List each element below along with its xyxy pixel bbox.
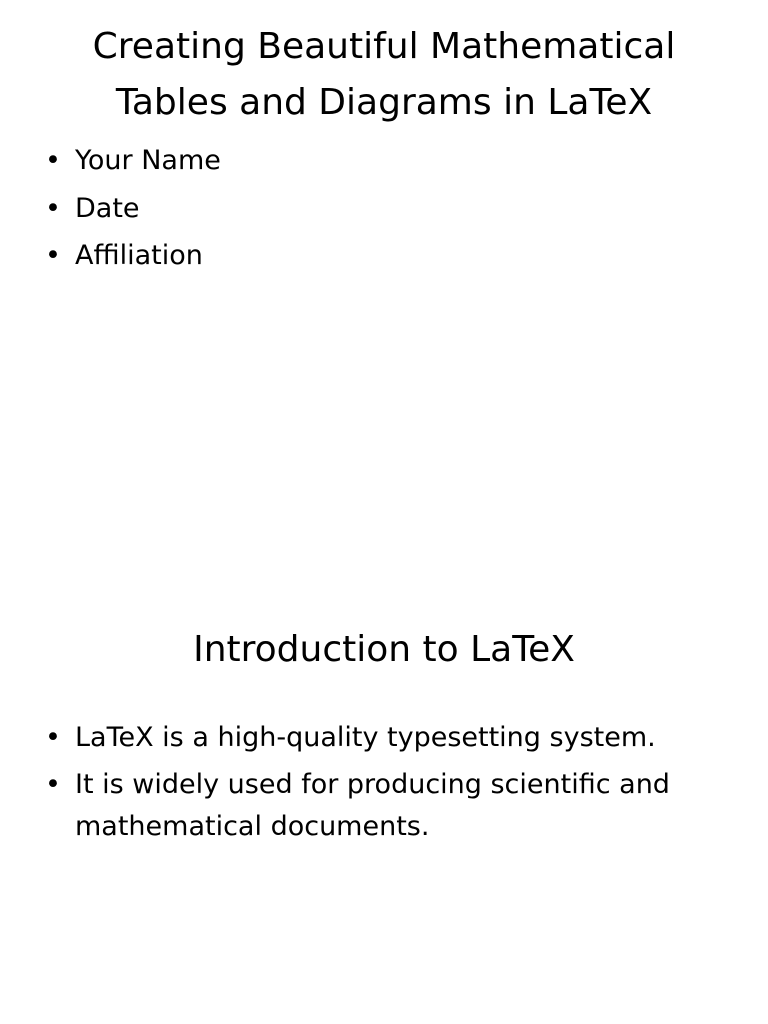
list-item-text: Date	[75, 192, 140, 224]
list-item	[45, 764, 725, 848]
bullet-list	[45, 717, 725, 853]
slide-title: Creating Beautiful Mathematical Tables and Diagrams in LaTeX	[92, 26, 676, 123]
bullet-icon: •	[45, 722, 61, 753]
list-item-text: Affiliation	[75, 240, 203, 271]
list-item-text: Your Name	[75, 145, 221, 176]
slide-title: Introduction to LaTeX	[193, 629, 575, 670]
bullet-list	[45, 142, 725, 285]
list-item-text: It is widely used for producing scientific and mathematical documents.	[75, 769, 670, 842]
list-item	[45, 717, 725, 759]
bullet-icon: •	[45, 769, 61, 800]
list-item-text: LaTeX is a high-quality typesetting system.	[75, 722, 656, 753]
list-item	[45, 142, 725, 180]
intro-slide	[0, 512, 768, 1024]
bullet-icon: •	[45, 145, 61, 176]
bullet-icon: •	[45, 192, 61, 224]
list-item	[45, 190, 725, 228]
list-item	[45, 237, 725, 275]
bullet-icon: •	[45, 240, 61, 271]
